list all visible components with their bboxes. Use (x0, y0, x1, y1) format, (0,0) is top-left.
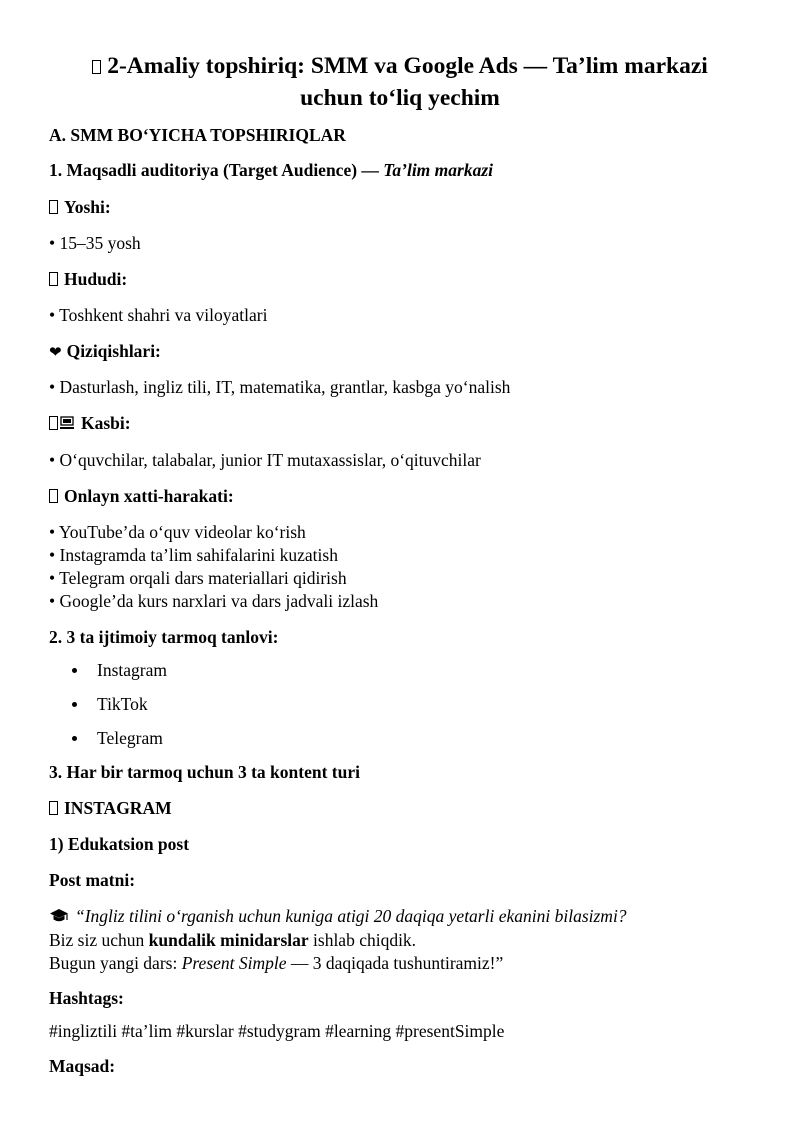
list-item: • Google’da kurs narxlari va dars jadvali izlash (49, 591, 379, 611)
page-title: 2-Amaliy topshiriq: SMM va Google Ads — Ta’lim markazi uchun to‘liq yechim (40, 50, 760, 114)
job-value: • O‘quvchilar, talabalar, junior IT mutaxassislar, o‘qituvchilar (49, 450, 481, 470)
list-item: Instagram (97, 660, 167, 680)
section-heading-a: A. SMM BO‘YICHA TOPSHIRIQLAR (49, 125, 346, 145)
region-label: Hududi: (49, 268, 127, 290)
list-item: TikTok (97, 694, 148, 714)
age-label: Yoshi: (49, 196, 111, 218)
region-value: • Toshkent shahri va viloyatlari (49, 305, 268, 325)
interests-value: • Dasturlash, ingliz tili, IT, matematika, grantlar, kasbga yo‘nalish (49, 377, 511, 397)
age-value: • 15–35 yosh (49, 233, 141, 253)
missing-glyph-icon (49, 416, 58, 430)
list-item: • YouTube’da o‘quv videolar ko‘rish (49, 522, 306, 542)
bullet-dot (72, 702, 77, 707)
missing-glyph-icon (49, 272, 58, 286)
interests-label: ❤ Qiziqishlari: (49, 341, 161, 361)
instagram-heading: INSTAGRAM (49, 797, 172, 819)
quote-line-2: Biz siz uchun kundalik minidarslar ishlab chiqdik. (49, 930, 417, 950)
heart-icon: ❤ (49, 343, 62, 361)
post-text-label: Post matni: (49, 870, 136, 890)
missing-glyph-icon (49, 200, 58, 214)
list-item: • Telegram orqali dars materiallari qidirish (49, 568, 347, 588)
job-label: Kasbi: (49, 412, 131, 434)
graduation-cap-icon (49, 908, 69, 924)
missing-glyph-icon (49, 801, 58, 815)
audience-heading: 1. Maqsadli auditoriya (Target Audience) — Ta’lim markazi (49, 160, 494, 180)
missing-glyph-icon (49, 489, 58, 503)
hashtags-label: Hashtags: (49, 988, 124, 1008)
missing-glyph-icon (92, 60, 101, 74)
computer-icon (59, 415, 75, 431)
list-item: • Instagramda ta’lim sahifalarini kuzatish (49, 545, 338, 565)
networks-heading: 2. 3 ta ijtimoiy tarmoq tanlovi: (49, 627, 279, 647)
list-item: Telegram (97, 728, 163, 748)
content-heading: 3. Har bir tarmoq uchun 3 ta kontent turi (49, 762, 360, 782)
quote-line-3: Bugun yangi dars: Present Simple — 3 daqiqada tushuntiramiz!” (49, 953, 504, 973)
post-type-heading: 1) Edukatsion post (49, 834, 190, 854)
online-label: Onlayn xatti-harakati: (49, 485, 234, 507)
quote-line-1: “Ingliz tilini o‘rganish uchun kuniga atigi 20 daqiqa yetarli ekanini bilasizmi? (49, 905, 627, 927)
bullet-dot (72, 668, 77, 673)
goal-label: Maqsad: (49, 1056, 116, 1076)
hashtags-value: #ingliztili #ta’lim #kurslar #studygram #learning #presentSimple (49, 1021, 505, 1041)
bullet-dot (72, 736, 77, 741)
